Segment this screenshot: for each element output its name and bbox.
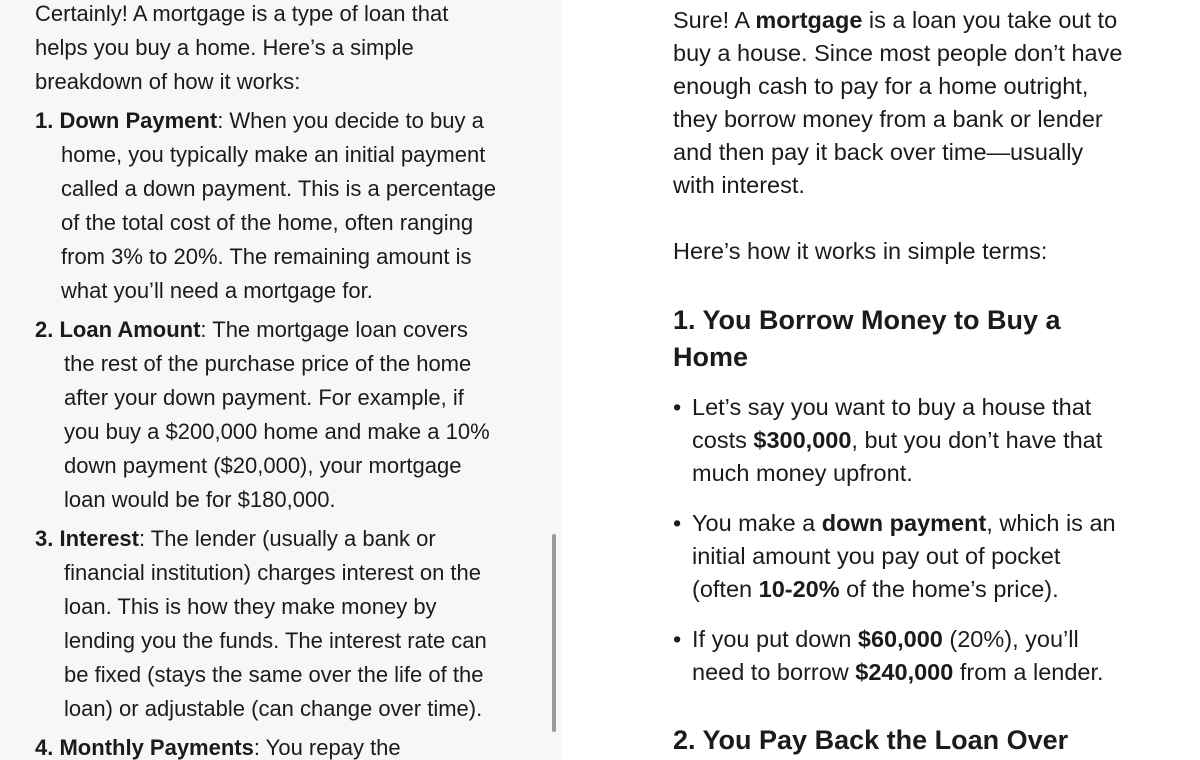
list-text: : The mortgage loan covers — [200, 317, 468, 342]
intro-line: with interest. — [673, 172, 805, 198]
list-text-line: home, you typically make an initial payment — [61, 142, 486, 167]
left-response-pane — [0, 0, 562, 760]
list-text-line: after your down payment. For example, if — [64, 385, 464, 410]
list-item-monthly-payments — [35, 731, 540, 760]
bullet-text: , which is an — [986, 510, 1116, 536]
list-item — [673, 623, 1173, 689]
bullet-icon: • — [673, 394, 682, 420]
bullet-text: You make a — [692, 510, 822, 536]
bullet-text: If you put down — [692, 626, 858, 652]
right-response-pane — [562, 0, 1200, 760]
bullet-icon: • — [673, 510, 682, 536]
list-text-line: loan) or adjustable (can change over time). — [64, 696, 483, 721]
list-text-line: loan would be for $180,000. — [64, 487, 336, 512]
list-number: 1. — [35, 108, 54, 133]
how-it-works-line: Here’s how it works in simple terms: — [673, 238, 1048, 264]
list-text: : You repay the — [253, 735, 401, 760]
list-text: : The lender (usually a bank or — [138, 526, 436, 551]
list-item-down-payment — [35, 104, 540, 308]
heading-line: Home — [673, 342, 749, 372]
bullet-text: need to borrow — [692, 659, 856, 685]
list-item-interest — [35, 522, 540, 726]
list-label: Interest — [59, 526, 139, 551]
scrollbar-thumb[interactable] — [552, 534, 556, 732]
list-text: : When you decide to buy a — [217, 108, 484, 133]
list-item-loan-amount — [35, 313, 540, 517]
bullet-text: Let’s say you want to buy a house that — [692, 394, 1092, 420]
bullet-bold: $240,000 — [855, 659, 954, 685]
list-text-line: down payment ($20,000), your mortgage — [64, 453, 462, 478]
left-intro — [35, 0, 540, 99]
bullet-text: costs — [692, 427, 754, 453]
left-response-text — [35, 0, 540, 760]
bullet-text: much money upfront. — [692, 460, 913, 486]
intro-text: Sure! A — [673, 7, 756, 33]
bullet-text: of the home’s price). — [839, 576, 1059, 602]
list-text-line: the rest of the purchase price of the home — [64, 351, 472, 376]
left-numbered-list — [35, 104, 540, 760]
intro-line: they borrow money from a bank or lender — [673, 106, 1103, 132]
intro-line: and then pay it back over time—usually — [673, 139, 1084, 165]
list-text-line: from 3% to 20%. The remaining amount is — [61, 244, 472, 269]
bullet-text: initial amount you pay out of pocket — [692, 543, 1061, 569]
intro-line: breakdown of how it works: — [35, 69, 301, 94]
list-text-line: called a down payment. This is a percentage — [61, 176, 496, 201]
list-label: Down Payment — [59, 108, 218, 133]
bullet-bold: down payment — [821, 510, 987, 536]
bullet-text-line — [692, 656, 1173, 689]
right-intro — [673, 4, 1173, 202]
intro-line: helps you buy a home. Here’s a simple — [35, 35, 414, 60]
list-number: 4. — [35, 735, 54, 760]
bullet-text: (often — [692, 576, 759, 602]
intro-line — [673, 4, 1173, 37]
bullet-text: , but you don’t have that — [851, 427, 1103, 453]
heading-line: 1. You Borrow Money to Buy a — [673, 305, 1061, 335]
bullet-bold: $300,000 — [753, 427, 852, 453]
section-heading-1 — [673, 302, 1173, 376]
bullet-icon: • — [673, 626, 682, 652]
list-text-line: of the total cost of the home, often ranging — [61, 210, 474, 235]
list-item — [673, 391, 1173, 490]
section-heading-2: 2. You Pay Back the Loan Over — [673, 725, 1069, 755]
list-text-line: be fixed (stays the same over the life of the — [64, 662, 484, 687]
bullet-list — [673, 391, 1173, 689]
intro-bold: mortgage — [755, 7, 863, 33]
list-text-line: lending you the funds. The interest rate can — [64, 628, 487, 653]
intro-line: enough cash to pay for a home outright, — [673, 73, 1089, 99]
intro-line: buy a house. Since most people don’t have — [673, 40, 1123, 66]
bullet-text-line — [692, 573, 1173, 606]
list-number: 3. — [35, 526, 54, 551]
list-label: Monthly Payments — [59, 735, 254, 760]
intro-text: is a loan you take out to — [862, 7, 1118, 33]
bullet-text-line — [692, 507, 1173, 540]
list-number: 2. — [35, 317, 54, 342]
list-text-line: what you’ll need a mortgage for. — [61, 278, 373, 303]
intro-line: Certainly! A mortgage is a type of loan that — [35, 1, 449, 26]
list-label: Loan Amount — [59, 317, 201, 342]
bullet-text: from a lender. — [953, 659, 1104, 685]
list-text-line: you buy a $200,000 home and make a 10% — [64, 419, 490, 444]
bullet-bold: $60,000 — [857, 626, 943, 652]
list-item — [673, 507, 1173, 606]
bullet-text-line — [692, 424, 1173, 457]
bullet-text: (20%), you’ll — [942, 626, 1079, 652]
bullet-text-line — [692, 623, 1173, 656]
right-response-text — [673, 0, 1173, 759]
list-text-line: loan. This is how they make money by — [64, 594, 437, 619]
list-text-line: financial institution) charges interest on the — [64, 560, 482, 585]
bullet-bold: 10-20% — [758, 576, 840, 602]
